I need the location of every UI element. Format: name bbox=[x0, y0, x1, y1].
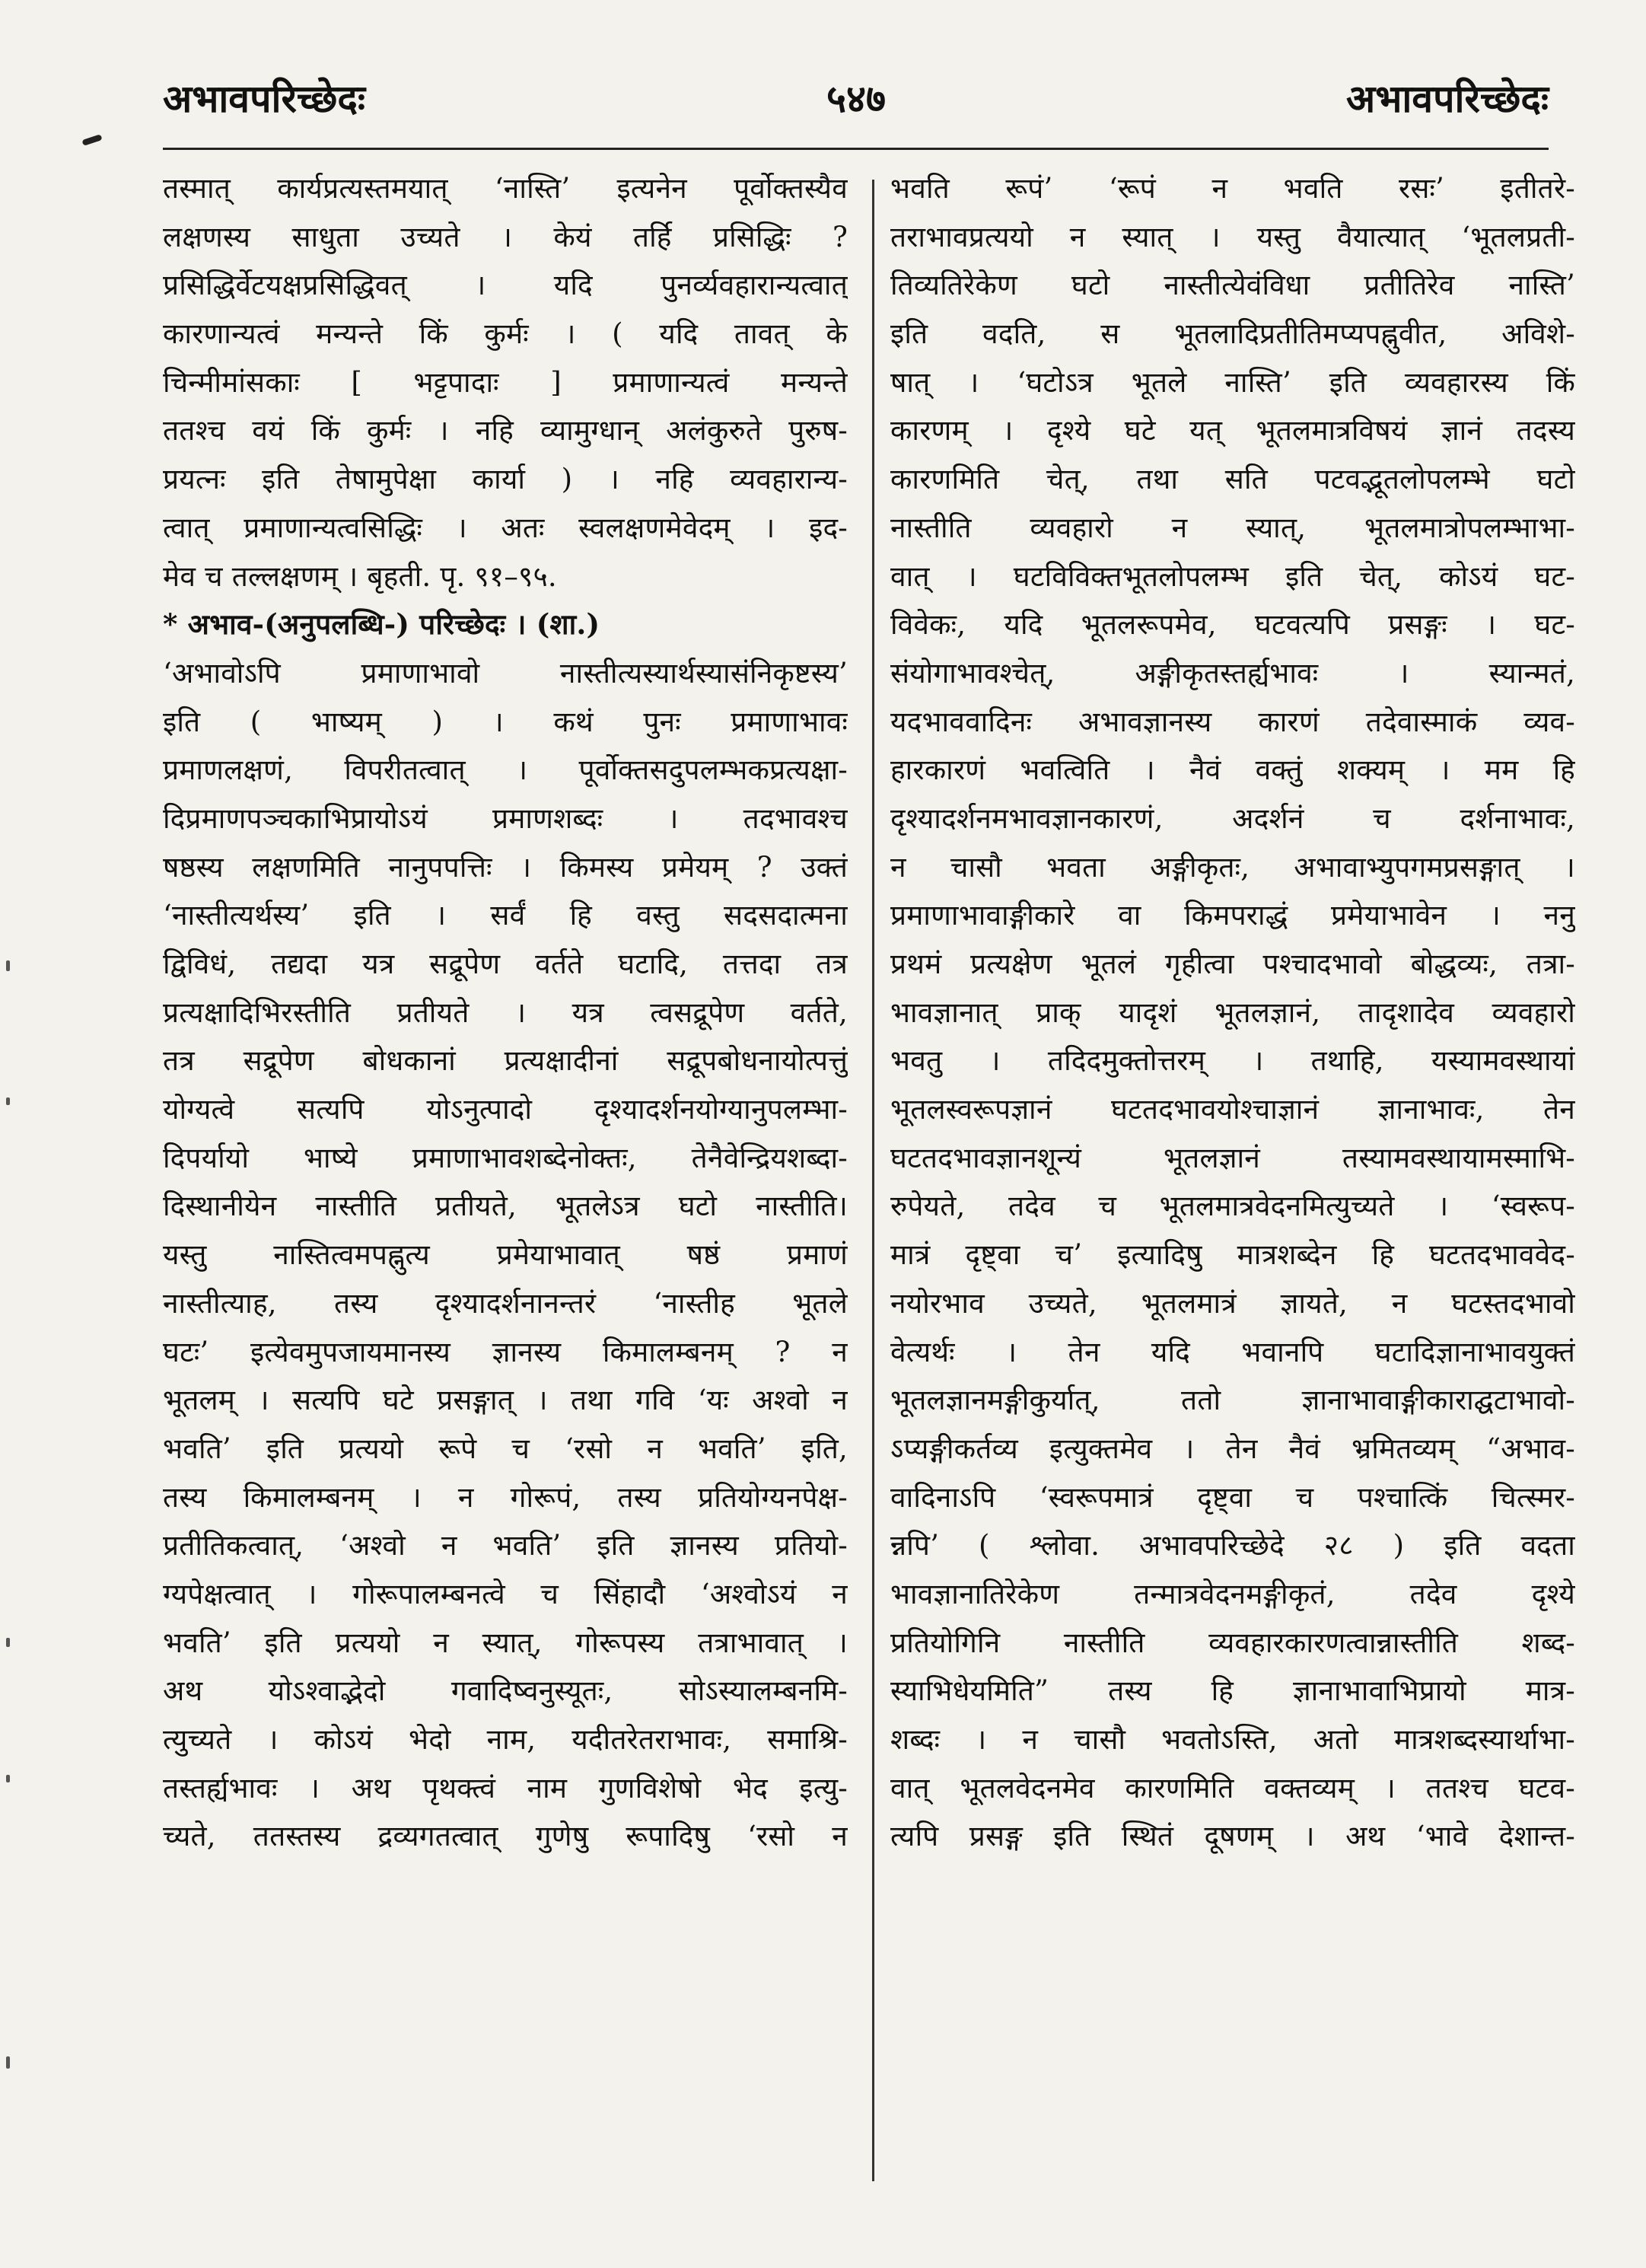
text-line: प्रतीतिकत्वात्, ‘अश्वो न भवति’ इति ज्ञानस्य प्रतियो- bbox=[163, 1529, 848, 1562]
text-line: भूतलम् । सत्यपि घटे प्रसङ्गात् । तथा गवि ‘यः अश्वो न bbox=[163, 1384, 848, 1417]
text-line: कारणान्यत्वं मन्यन्ते किं कुर्मः । ( यदि तावत् के bbox=[163, 317, 848, 351]
text-line: वेत्यर्थः । तेन यदि भवानपि घटादिज्ञानाभावयुक्तं bbox=[890, 1335, 1575, 1368]
text-line: त्वात् प्रमाणान्यत्वसिद्धिः । अतः स्वलक्षणमेवेदम् । इद- bbox=[163, 511, 848, 544]
page-number: ५४७ bbox=[826, 77, 886, 121]
text-line: प्रत्यक्षादिभिरस्तीति प्रतीयते । यत्र त्वसद्रूपेण वर्तते, bbox=[163, 995, 848, 1029]
right-text-column bbox=[890, 164, 1575, 1861]
text-line: तिव्यतिरेकेण घटो नास्तीत्येवंविधा प्रतीतिरेव नास्ति’ bbox=[890, 269, 1575, 302]
text-line: रुपेयते, तदेव च भूतलमात्रवेदनमित्युच्यते । ‘स्वरूप- bbox=[890, 1190, 1575, 1223]
text-line: दिपर्यायो भाष्ये प्रमाणाभावशब्देनोक्तः, तेनैवेन्द्रियशब्दा- bbox=[163, 1141, 848, 1174]
text-line: तस्तर्ह्यभावः । अथ पृथक्त्वं नाम गुणविशेषो भेद इत्यु- bbox=[163, 1771, 848, 1805]
left-text-column bbox=[163, 164, 848, 1861]
text-line: दिप्रमाणपञ्चकाभिप्रायोऽयं प्रमाणशब्दः । तदभावश्च bbox=[163, 801, 848, 835]
text-line: तस्य किमालम्बनम् । न गोरूपं, तस्य प्रतियोग्यनपेक्ष- bbox=[163, 1480, 848, 1514]
text-line: इति वदति, स भूतलादिप्रतीतिमप्यपह्नुवीत, अविशे- bbox=[890, 317, 1575, 351]
header-rule bbox=[163, 148, 1549, 150]
text-line: द्विविधं, तद्यदा यत्र सद्रूपेण वर्तते घटादि, तत्तदा तत्र bbox=[163, 948, 848, 980]
text-line: भवति’ इति प्रत्ययो रूपे च ‘रसो न भवति’ इति, bbox=[163, 1432, 848, 1465]
margin-edge-mark bbox=[6, 1775, 10, 1782]
margin-edge-mark bbox=[6, 2056, 10, 2069]
text-line: प्रसिद्धिर्वेटयक्षप्रसिद्धिवत् । यदि पुनर्व्यवहारान्यत्वात् bbox=[163, 269, 848, 302]
text-line: प्रतियोगिनि नास्तीति व्यवहारकारणत्वान्नास्तीति शब्द- bbox=[890, 1626, 1575, 1659]
margin-edge-mark bbox=[6, 960, 10, 971]
text-line: हारकारणं भवत्विति । नैवं वक्तुं शक्यम् । मम हि bbox=[890, 753, 1575, 787]
text-line: अथ योऽश्वाद्भेदो गवादिष्वनुस्यूतः, सोऽस्यालम्बनमि- bbox=[163, 1674, 848, 1708]
text-line: नास्तीति व्यवहारो न स्यात्, भूतलमात्रोपलम्भाभा- bbox=[890, 511, 1575, 544]
text-line: घटः’ इत्येवमुपजायमानस्य ज्ञानस्य किमालम्बनम् ? न bbox=[163, 1335, 848, 1368]
text-line: नास्तीत्याह, तस्य दृश्यादर्शनानन्तरं ‘नास्तीह भूतले bbox=[163, 1286, 848, 1320]
text-line: प्रथमं प्रत्यक्षेण भूतलं गृहीत्वा पश्चादभावो बोद्धव्यः, तत्रा- bbox=[890, 948, 1575, 980]
text-line: प्रमाणाभावाङ्गीकारे वा किमपराद्धं प्रमेयाभावेन । ननु bbox=[890, 899, 1575, 932]
text-line: त्युच्यते । कोऽयं भेदो नाम, यदीतरेतराभावः, समाश्रि- bbox=[163, 1723, 848, 1756]
text-line: तत्र सद्रूपेण बोधकानां प्रत्यक्षादीनां सद्रूपबोधनायोत्पत्तुं bbox=[163, 1044, 848, 1078]
column-divider bbox=[872, 180, 874, 2181]
text-line: योग्यत्वे सत्यपि योऽनुत्पादो दृश्यादर्शनयोग्यानुपलम्भा- bbox=[163, 1093, 848, 1126]
text-line: नयोरभाव उच्यते, भूतलमात्रं ज्ञायते, न घटस्तदभावो bbox=[890, 1286, 1575, 1320]
text-line: प्रमाणलक्षणं, विपरीतत्वात् । पूर्वोक्तसदुपलम्भकप्रत्यक्षा- bbox=[163, 753, 848, 787]
text-line: कारणमिति चेत्, तथा सति पटवद्भूतलोपलम्भे घटो bbox=[890, 463, 1575, 496]
text-line: ‘अभावोऽपि प्रमाणाभावो नास्तीत्यस्यार्थस्यासंनिकृष्टस्य’ bbox=[163, 656, 848, 690]
text-line: स्याभिधेयमिति” तस्य हि ज्ञानाभावाभिप्रायो मात्र- bbox=[890, 1674, 1575, 1708]
text-line: भवति रूपं’ ‘रूपं न भवति रसः’ इतीतरे- bbox=[890, 172, 1575, 205]
running-head-right: अभावपरिच्छेदः bbox=[1346, 77, 1549, 121]
text-line: कारणम् । दृश्ये घटे यत् भूतलमात्रविषयं ज्ञानं तदस्य bbox=[890, 414, 1575, 448]
text-line: ततश्च वयं किं कुर्मः । नहि व्यामुग्धान् अलंकुरुते पुरुष- bbox=[163, 414, 848, 448]
text-line: संयोगाभावश्चेत्, अङ्गीकृतस्तर्ह्यभावः । स्यान्मतं, bbox=[890, 656, 1575, 690]
text-line: दृश्यादर्शनमभावज्ञानकारणं, अदर्शनं च दर्शनाभावः, bbox=[890, 801, 1575, 835]
text-line: षष्ठस्य लक्षणमिति नानुपपत्तिः । किमस्य प्रमेयम् ? उक्तं bbox=[163, 850, 848, 884]
text-line: वात् । घटविविक्तभूतलोपलम्भ इति चेत्, कोऽयं घट- bbox=[890, 559, 1575, 593]
text-line: इति ( भाष्यम् ) । कथं पुनः प्रमाणाभावः bbox=[163, 705, 848, 738]
text-line: ‘नास्तीत्यर्थस्य’ इति । सर्वं हि वस्तु सदसदात्मना bbox=[163, 899, 848, 932]
text-line: भूतलज्ञानमङ्गीकुर्यात्, ततो ज्ञानाभावाङ्गीकाराद्घटाभावो- bbox=[890, 1384, 1575, 1417]
text-line: ऽप्यङ्गीकर्तव्य इत्युक्तमेव । तेन नैवं भ्रमितव्यम् “अभाव- bbox=[890, 1432, 1575, 1465]
text-line: तस्मात् कार्यप्रत्यस्तमयात् ‘नास्ति’ इत्यनेन पूर्वोक्तस्यैव bbox=[163, 172, 848, 205]
text-line: त्यपि प्रसङ्ग इति स्थितं दूषणम् । अथ ‘भावे देशान्त- bbox=[890, 1820, 1575, 1853]
text-line: मेव च तल्लक्षणम् । बृहती. पृ. ९१–९५. bbox=[163, 559, 557, 593]
text-line: चिन्मीमांसकाः [ भट्टपादाः ] प्रमाणान्यत्वं मन्यन्ते bbox=[163, 365, 848, 399]
text-line: भावज्ञानातिरेकेण तन्मात्रवेदनमङ्गीकृतं, तदेव दृश्ये bbox=[890, 1577, 1575, 1610]
text-line: घटतदभावज्ञानशून्यं भूतलज्ञानं तस्यामवस्थायामस्माभि- bbox=[890, 1141, 1575, 1174]
text-line: भवतु । तदिदमुक्तोत्तरम् । तथाहि, यस्यामवस्थायां bbox=[890, 1044, 1575, 1078]
text-line: * अभाव-(अनुपलब्धि-) परिच्छेदः । (शा.) bbox=[163, 607, 600, 642]
text-line: वात् भूतलवेदनमेव कारणमिति वक्तव्यम् । ततश्च घटव- bbox=[890, 1771, 1575, 1805]
text-line: भावज्ञानात् प्राक् यादृशं भूतलज्ञानं, तादृशादेव व्यवहारो bbox=[890, 995, 1575, 1029]
text-line: वादिनाऽपि ‘स्वरूपमात्रं दृष्ट्वा च पश्चात्किं चित्स्मर- bbox=[890, 1480, 1575, 1514]
text-line: तराभावप्रत्ययो न स्यात् । यस्तु वैयात्यात् ‘भूतलप्रती- bbox=[890, 220, 1575, 253]
margin-edge-mark bbox=[6, 1638, 10, 1647]
text-line: च्यते, ततस्तस्य द्रव्यगतत्वात् गुणेषु रूपादिषु ‘रसो न bbox=[163, 1820, 848, 1853]
margin-edge-mark bbox=[6, 1097, 10, 1105]
text-line: षात् । ‘घटोऽत्र भूतले नास्ति’ इति व्यवहारस्य किं bbox=[890, 365, 1575, 399]
text-line: यदभाववादिनः अभावज्ञानस्य कारणं तदेवास्माकं व्यव- bbox=[890, 705, 1575, 738]
text-line: प्रयत्नः इति तेषामुपेक्षा कार्या ) । नहि व्यवहारान्य- bbox=[163, 463, 848, 496]
text-line: लक्षणस्य साधुता उच्यते । केयं तर्हि प्रसिद्धिः ? bbox=[163, 220, 848, 253]
margin-ink-mark bbox=[81, 134, 102, 146]
text-line: ग्यपेक्षत्वात् । गोरूपालम्बनत्वे च सिंहादौ ‘अश्वोऽयं न bbox=[163, 1577, 848, 1610]
text-line: भवति’ इति प्रत्ययो न स्यात्, गोरूपस्य तत्राभावात् । bbox=[163, 1626, 848, 1659]
text-line: मात्रं दृष्ट्वा च’ इत्यादिषु मात्रशब्देन हि घटतदभाववेद- bbox=[890, 1238, 1575, 1272]
text-line: भूतलस्वरूपज्ञानं घटतदभावयोश्चाज्ञानं ज्ञानाभावः, तेन bbox=[890, 1093, 1575, 1126]
text-line: दिस्थानीयेन नास्तीति प्रतीयते, भूतलेऽत्र घटो नास्तीति। bbox=[163, 1190, 848, 1223]
running-head-left: अभावपरिच्छेदः bbox=[163, 77, 365, 121]
text-line: शब्दः । न चासौ भवतोऽस्ति, अतो मात्रशब्दस्यार्थाभा- bbox=[890, 1723, 1575, 1756]
text-line: यस्तु नास्तित्वमपह्नुत्य प्रमेयाभावात् षष्ठं प्रमाणं bbox=[163, 1238, 848, 1272]
text-line: विवेकः, यदि भूतलरूपमेव, घटवत्यपि प्रसङ्गः । घट- bbox=[890, 608, 1575, 642]
text-line: न्नपि’ ( श्लोवा. अभावपरिच्छेदे २८ ) इति वदता bbox=[890, 1529, 1575, 1562]
text-line: न चासौ भवता अङ्गीकृतः, अभावाभ्युपगमप्रसङ्गात् । bbox=[890, 850, 1575, 884]
